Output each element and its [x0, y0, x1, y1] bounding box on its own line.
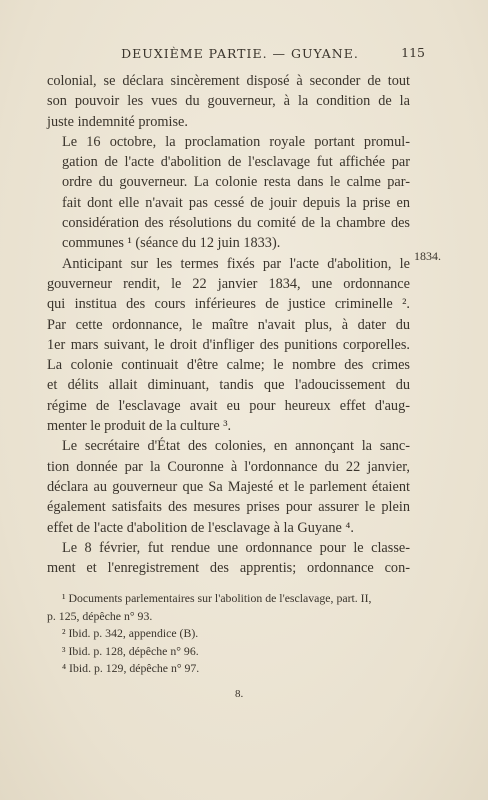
- text-line: fait dont elle n'avait pas cessé de jouir depuis la prise en: [62, 194, 410, 211]
- text-line: Anticipant sur les termes fixés par l'acte d'abolition, le: [62, 255, 410, 272]
- text-line: ordre du gouverneur. La colonie resta dans le calme par-: [62, 174, 410, 191]
- text-line: ment et l'enregistrement des apprentis; ordonnance con-: [47, 560, 410, 577]
- footnote: ¹ Documents parlementaires sur l'abolition de l'esclavage, part. II,: [62, 591, 372, 605]
- footnote: ⁴ Ibid. p. 129, dépêche n° 97.: [62, 661, 200, 675]
- text-line: également satisfaits des mesures prises pour assurer le plein: [47, 499, 410, 516]
- text-line: Par cette ordonnance, le maître n'avait plus, à dater du: [47, 316, 410, 333]
- text-line: menter le produit de la culture ³.: [47, 418, 232, 435]
- text-line: déclara au gouverneur que Sa Majesté et le parlement étaient: [47, 478, 410, 495]
- footnote-continuation: p. 125, dépêche n° 93.: [47, 608, 153, 623]
- margin-year-note: 1834.: [414, 249, 441, 263]
- text-line: communes ¹ (séance du 12 juin 1833).: [62, 235, 281, 252]
- text-line: colonial, se déclara sincèrement disposé à seconder de tout: [47, 73, 410, 89]
- paragraph: [47, 254, 410, 437]
- paragraph: [47, 436, 410, 537]
- text-line: et délits allait diminuant, tandis que l'adoucissement du: [47, 377, 410, 394]
- text-line: considération des résolutions du comité de la chambre des: [62, 215, 410, 232]
- text-line: juste indemnité promise.: [47, 113, 188, 130]
- page-number: 115: [401, 45, 425, 60]
- text-line: régime de l'esclavage avait eu pour heureux effet d'aug-: [47, 397, 410, 414]
- signature-mark: 8.: [235, 688, 244, 700]
- footnotes: [47, 590, 410, 678]
- text-line: son pouvoir les vues du gouverneur, à la condition de la: [47, 93, 410, 110]
- paragraph: [47, 132, 410, 254]
- text-line: Le 16 octobre, la proclamation royale portant promul-: [62, 133, 410, 150]
- text-line: La colonie continuait d'être calme; le nombre des crimes: [47, 357, 410, 374]
- text-line: qui institua des cours inférieures de justice criminelle ².: [47, 296, 410, 313]
- footnote: ³ Ibid. p. 128, dépêche n° 96.: [62, 643, 199, 658]
- text-line: Le secrétaire d'État des colonies, en annonçant la sanc-: [62, 438, 410, 455]
- paragraph: [47, 538, 410, 579]
- text-line: gation de l'acte d'abolition de l'esclavage fut affichée par: [62, 154, 410, 171]
- text-line: gouverneur rendit, le 22 janvier 1834, une ordonnance: [47, 275, 410, 292]
- paragraph: [47, 71, 410, 132]
- text-line: tion donnée par la Couronne à l'ordonnance du 22 janvier,: [47, 458, 410, 475]
- text-line: effet de l'acte d'abolition de l'esclavage à la Guyane ⁴.: [47, 519, 354, 536]
- main-text: [47, 71, 410, 578]
- text-line: Le 8 février, fut rendue une ordonnance pour le classe-: [62, 539, 410, 556]
- footnote: ² Ibid. p. 342, appendice (B).: [62, 626, 199, 640]
- text-line: 1er mars suivant, le droit d'infliger des punitions corporelles.: [47, 336, 410, 353]
- running-head: DEUXIÈME PARTIE. — GUYANE.: [121, 46, 359, 61]
